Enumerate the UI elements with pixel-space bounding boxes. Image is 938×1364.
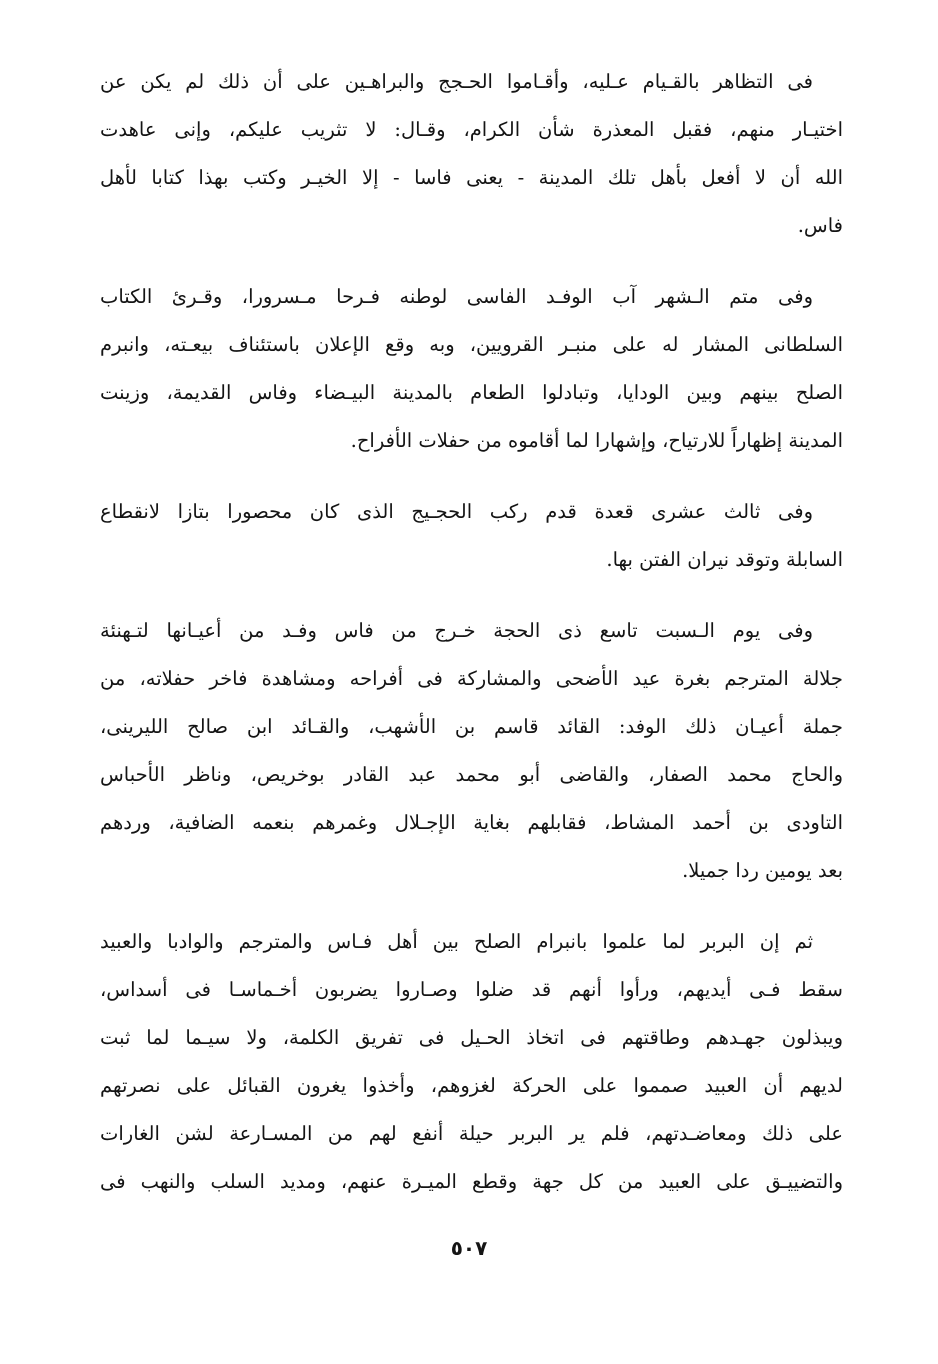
- text-line: الصلح بينهم وبين الودايا، وتبادلوا الطعام بالمدينة البيـضاء وفاس القديمة، وزينت: [100, 381, 843, 404]
- text-line: التاودى بن أحمد المشاط، فقابلهم بغاية الإجـلال وغمرهم بنعمه الضافية، وردهم: [100, 811, 843, 834]
- text-line: ثم إن البربر لما علموا بانبرام الصلح بين أهل فـاس والمترجم والوادبا والعبيد: [100, 930, 813, 953]
- text-line: سقط فـى أيديهم، ورأوا أنهم قد ضلوا وصـاروا يضربون أخـماسـا فى أسداس،: [100, 978, 843, 1001]
- text-line: جملة أعيـان ذلك الوفد: القائد قاسم بن الأشهب، والقـائد ابن صالح الليرينى،: [100, 715, 843, 738]
- paragraph: [100, 918, 843, 1206]
- text-line: فاس.: [797, 214, 843, 237]
- text-line: على ذلك ومعاضـدتهم، فلم ير البربر حيلة أنفع لهم من المسـارعة لشن الغارات: [100, 1122, 843, 1145]
- text-line: وفى متم الـشهر آب الوفـد الفاسى لوطنه فـرحا مـسرورا، وقـرئ الكتاب: [100, 285, 813, 308]
- text-line: بعد يومين ردا جميلا.: [682, 859, 843, 882]
- text-line: وفى ثالث عشرى قعدة قدم ركب الحجـيج الذى كان محصورا بتازا لانقطاع: [100, 500, 813, 523]
- text-line: جلالة المترجم بغرة عيد الأضحى والمشاركة فى أفراحه ومشاهدة فاخر حفلاته، من: [100, 667, 843, 690]
- text-line: السلطانى المشار له على منبـر القرويين، وبه وقع الإعلان باستئناف بيعـته، وانبرم: [100, 333, 843, 356]
- text-line: والتضييـق على العبيد من كل جهة وقطع الميـرة عنهم، ومديد السلب والنهب فى: [100, 1170, 843, 1193]
- paragraph: [100, 58, 843, 250]
- text-line: والحاج محمد الصفار، والقاضى أبو محمد عبد القادر بوخريص، وناظر الأحباس: [100, 763, 843, 786]
- text-line: المدينة إظهاراً للارتياح، وإشهارا لما أقاموه من حفلات الأفراح.: [350, 429, 843, 452]
- text-line: السابلة وتوقد نيران الفتن بها.: [606, 548, 843, 571]
- paragraph: [100, 488, 843, 584]
- paragraph: [100, 607, 843, 895]
- text-line: الله أن لا أفعل بأهل تلك المدينة - يعنى فاسا - إلا الخيـر وكتب بهذا كتابا لأهل: [100, 166, 843, 189]
- page-body: [100, 58, 843, 1229]
- text-line: ويبذلون جهـدهم وطاقتهم فى اتخاذ الحـيل فى تفريق الكلمة، ولا سيـما لما ثبت: [100, 1026, 843, 1049]
- paragraph: [100, 273, 843, 465]
- text-line: لديهم أن العبيد صمموا على الحركة لغزوهم، وأخذوا يغرون القبائل على نصرتهم: [100, 1074, 843, 1097]
- text-line: اختيـار منهم، فقبل المعذرة شأن الكرام، وقـال: لا تثريب عليكم، وإنى عاهدت: [100, 118, 843, 141]
- page-number: ٥٠٧: [450, 1236, 488, 1260]
- text-line: وفى يوم الـسبت تاسع ذى الحجة خـرج من فاس وفـد من أعيـانها لتـهنئة: [100, 619, 813, 642]
- text-line: فى التظاهر بالقـيام عـليه، وأقـاموا الحـجج والبراهـين على أن ذلك لم يكن عن: [100, 70, 813, 93]
